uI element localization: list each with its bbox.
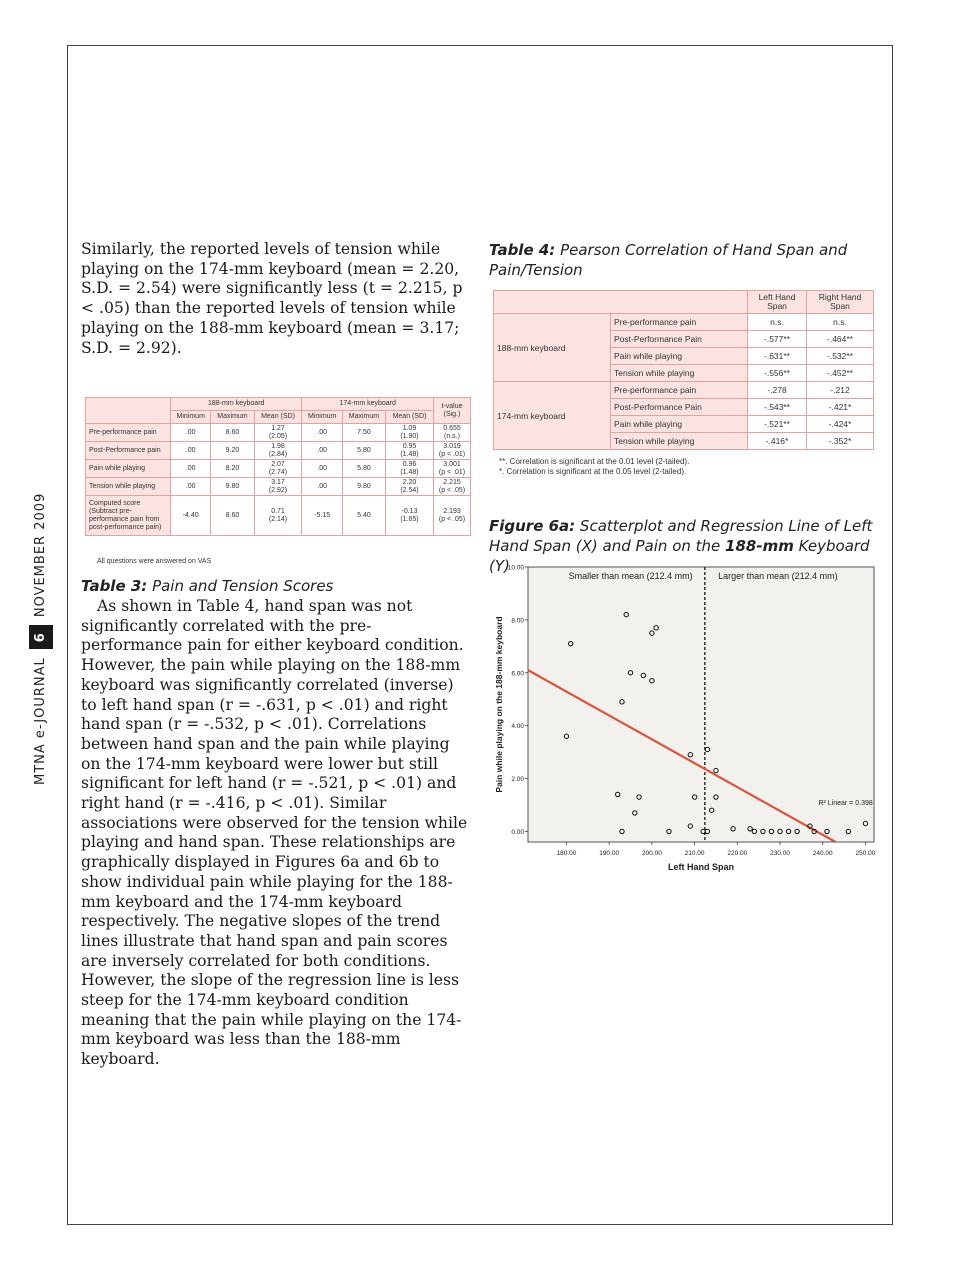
t4-group-174: 174-mm keyboard	[494, 382, 611, 450]
table-4-caption: Table 4: Pearson Correlation of Hand Span and Pain/Tension	[489, 241, 848, 279]
table-row-computed: Computed score (Subtract pre- performance pain from post-performance pain) -4.40 8.60 0.71 (2.14) -5.15 5.40 -0.13 (1.65) 2.193 (p < .05)	[86, 496, 471, 536]
page-number: 6	[29, 625, 53, 649]
y-tick-label: 4.00	[511, 723, 524, 731]
paragraph-correlation: As shown in Table 4, hand span was not significantly correlated with the pre-performance pain for either keyboard condition. However, the pain while playing on the 188-mm keyboard was significantly correlated (inverse) to left hand span (r = -.631, p < .01) and right hand span (r = -.532, p < .01). Correlations between hand span and the pain while playing on the 174-mm keyboard were lower but still significant for left hand (r = -.521, p < .01) and right hand (r = -.416, p < .01). Similar associations were observed for the tension while playing and hand span. These relationships are graphically displayed in Figures 6a and 6b to show individual pain while playing for the 188-mm keyboard and the 174-mm keyboard respectively. The negative slopes of the trend lines illustrate that hand span and pain scores are inversely correlated for both conditions. However, the slope of the regression line is less steep for the 174-mm keyboard condition meaning that the pain while playing on the 174-mm keyboard was less than the 188-mm keyboard.	[81, 597, 468, 1069]
left-column-top	[81, 240, 469, 358]
t3-group-174: 174-mm keyboard	[302, 398, 434, 411]
t3-col-t: t-value (Sig.)	[434, 398, 471, 424]
table-4	[493, 290, 874, 450]
table-4-notes	[499, 457, 689, 477]
paragraph-tension: Similarly, the reported levels of tension while playing on the 174-mm keyboard (mean = 2.20, S.D. = 2.54) were significantly less (t = 2.215, p < .05) than the reported levels of tension while playing on the 188-mm keyboard (mean = 3.17; S.D. = 2.92).	[81, 240, 463, 357]
x-tick-label: 200.00	[641, 850, 662, 857]
table-3	[85, 397, 471, 536]
x-tick-label: 240.00	[812, 850, 833, 857]
t3-col-min1: Minimum	[171, 411, 211, 424]
scatterplot-svg	[490, 565, 885, 875]
y-tick-label: 8.00	[511, 617, 524, 625]
t4-col-left: Left Hand Span	[748, 291, 807, 314]
x-tick-label: 230.00	[770, 850, 790, 857]
t4-col-right: Right Hand Span	[807, 291, 874, 314]
y-tick-label: 10.00	[507, 565, 524, 572]
t3-col-mean1: Mean (SD)	[254, 411, 302, 424]
table-row: Tension while playing -.556** -.452**	[494, 365, 874, 382]
t4-note-2: *. Correlation is significant at the 0.05 level (2-tailed).	[499, 467, 687, 476]
table-row: Post-Performance Pain -.543** -.421*	[494, 399, 874, 416]
issue-date: NOVEMBER 2009	[33, 492, 48, 618]
table-row: Pain while playing .00 8.20 2.07 (2.74) .00 5.80 0.96 (1.48) 3.001 (p < .01)	[86, 460, 471, 478]
label-larger-than-mean: Larger than mean (212.4 mm)	[718, 570, 838, 581]
table-row: Pain while playing -.521** -.424*	[494, 416, 874, 433]
table-row: Tension while playing -.416* -.352*	[494, 433, 874, 450]
t3-col-min2: Minimum	[302, 411, 342, 424]
table-row: Pre-performance pain .00 8.60 1.27 (2.05) .00 7.50 1.09 (1.90) 0.655 (n.s.)	[86, 424, 471, 442]
journal-name: MTNA e-JOURNAL	[33, 657, 48, 785]
figure-6a-scatterplot	[490, 565, 885, 875]
t3-col-max2: Maximum	[342, 411, 385, 424]
t3-group-188: 188-mm keyboard	[171, 398, 302, 411]
y-tick-label: 0.00	[511, 828, 524, 836]
y-axis-label: Pain while playing on the 188-mm keyboard	[494, 616, 504, 793]
figure-6a-caption: Figure 6a: Scatterplot and Regression Line of Left Hand Span (X) and Pain on the 188-mm Keyboard (Y)	[489, 517, 873, 575]
x-tick-label: 210.00	[684, 850, 705, 857]
r-squared-label: R² Linear = 0.398	[818, 799, 873, 807]
page-spine	[24, 455, 58, 785]
t4-group-188: 188-mm keyboard	[494, 314, 611, 382]
table-row: 174-mm keyboard Pre-performance pain -.278 -.212	[494, 382, 874, 399]
t4-note-1: **. Correlation is significant at the 0.01 level (2-tailed).	[499, 457, 690, 466]
x-axis-label: Left Hand Span	[667, 862, 735, 872]
table-row: 188-mm keyboard Pre-performance pain n.s. n.s.	[494, 314, 874, 331]
table-row: Tension while playing .00 9.80 3.17 (2.92) .00 9.80 2.20 (2.54) 2.215 (p < .05)	[86, 478, 471, 496]
table-row: Post-Performance pain .00 9.20 1.98 (2.84) .00 5.80 0.95 (1.48) 3.019 (p < .01)	[86, 442, 471, 460]
x-tick-label: 220.00	[727, 850, 748, 857]
t3-col-mean2: Mean (SD)	[386, 411, 434, 424]
x-tick-label: 250.00	[855, 850, 876, 857]
x-tick-label: 180.00	[556, 850, 577, 857]
y-tick-label: 6.00	[511, 670, 524, 678]
table-3-note: All questions were answered on VAS	[97, 558, 212, 565]
left-column-bottom	[81, 597, 469, 1070]
table-row: Pain while playing -.631** -.532**	[494, 348, 874, 365]
y-tick-label: 2.00	[511, 776, 524, 784]
table-row: Post-Performance Pain -.577** -.464**	[494, 331, 874, 348]
t3-col-max1: Maximum	[211, 411, 254, 424]
label-smaller-than-mean: Smaller than mean (212.4 mm)	[568, 570, 693, 581]
x-tick-label: 190.00	[599, 850, 620, 857]
table-3-caption: Table 3: Pain and Tension Scores	[81, 577, 334, 595]
